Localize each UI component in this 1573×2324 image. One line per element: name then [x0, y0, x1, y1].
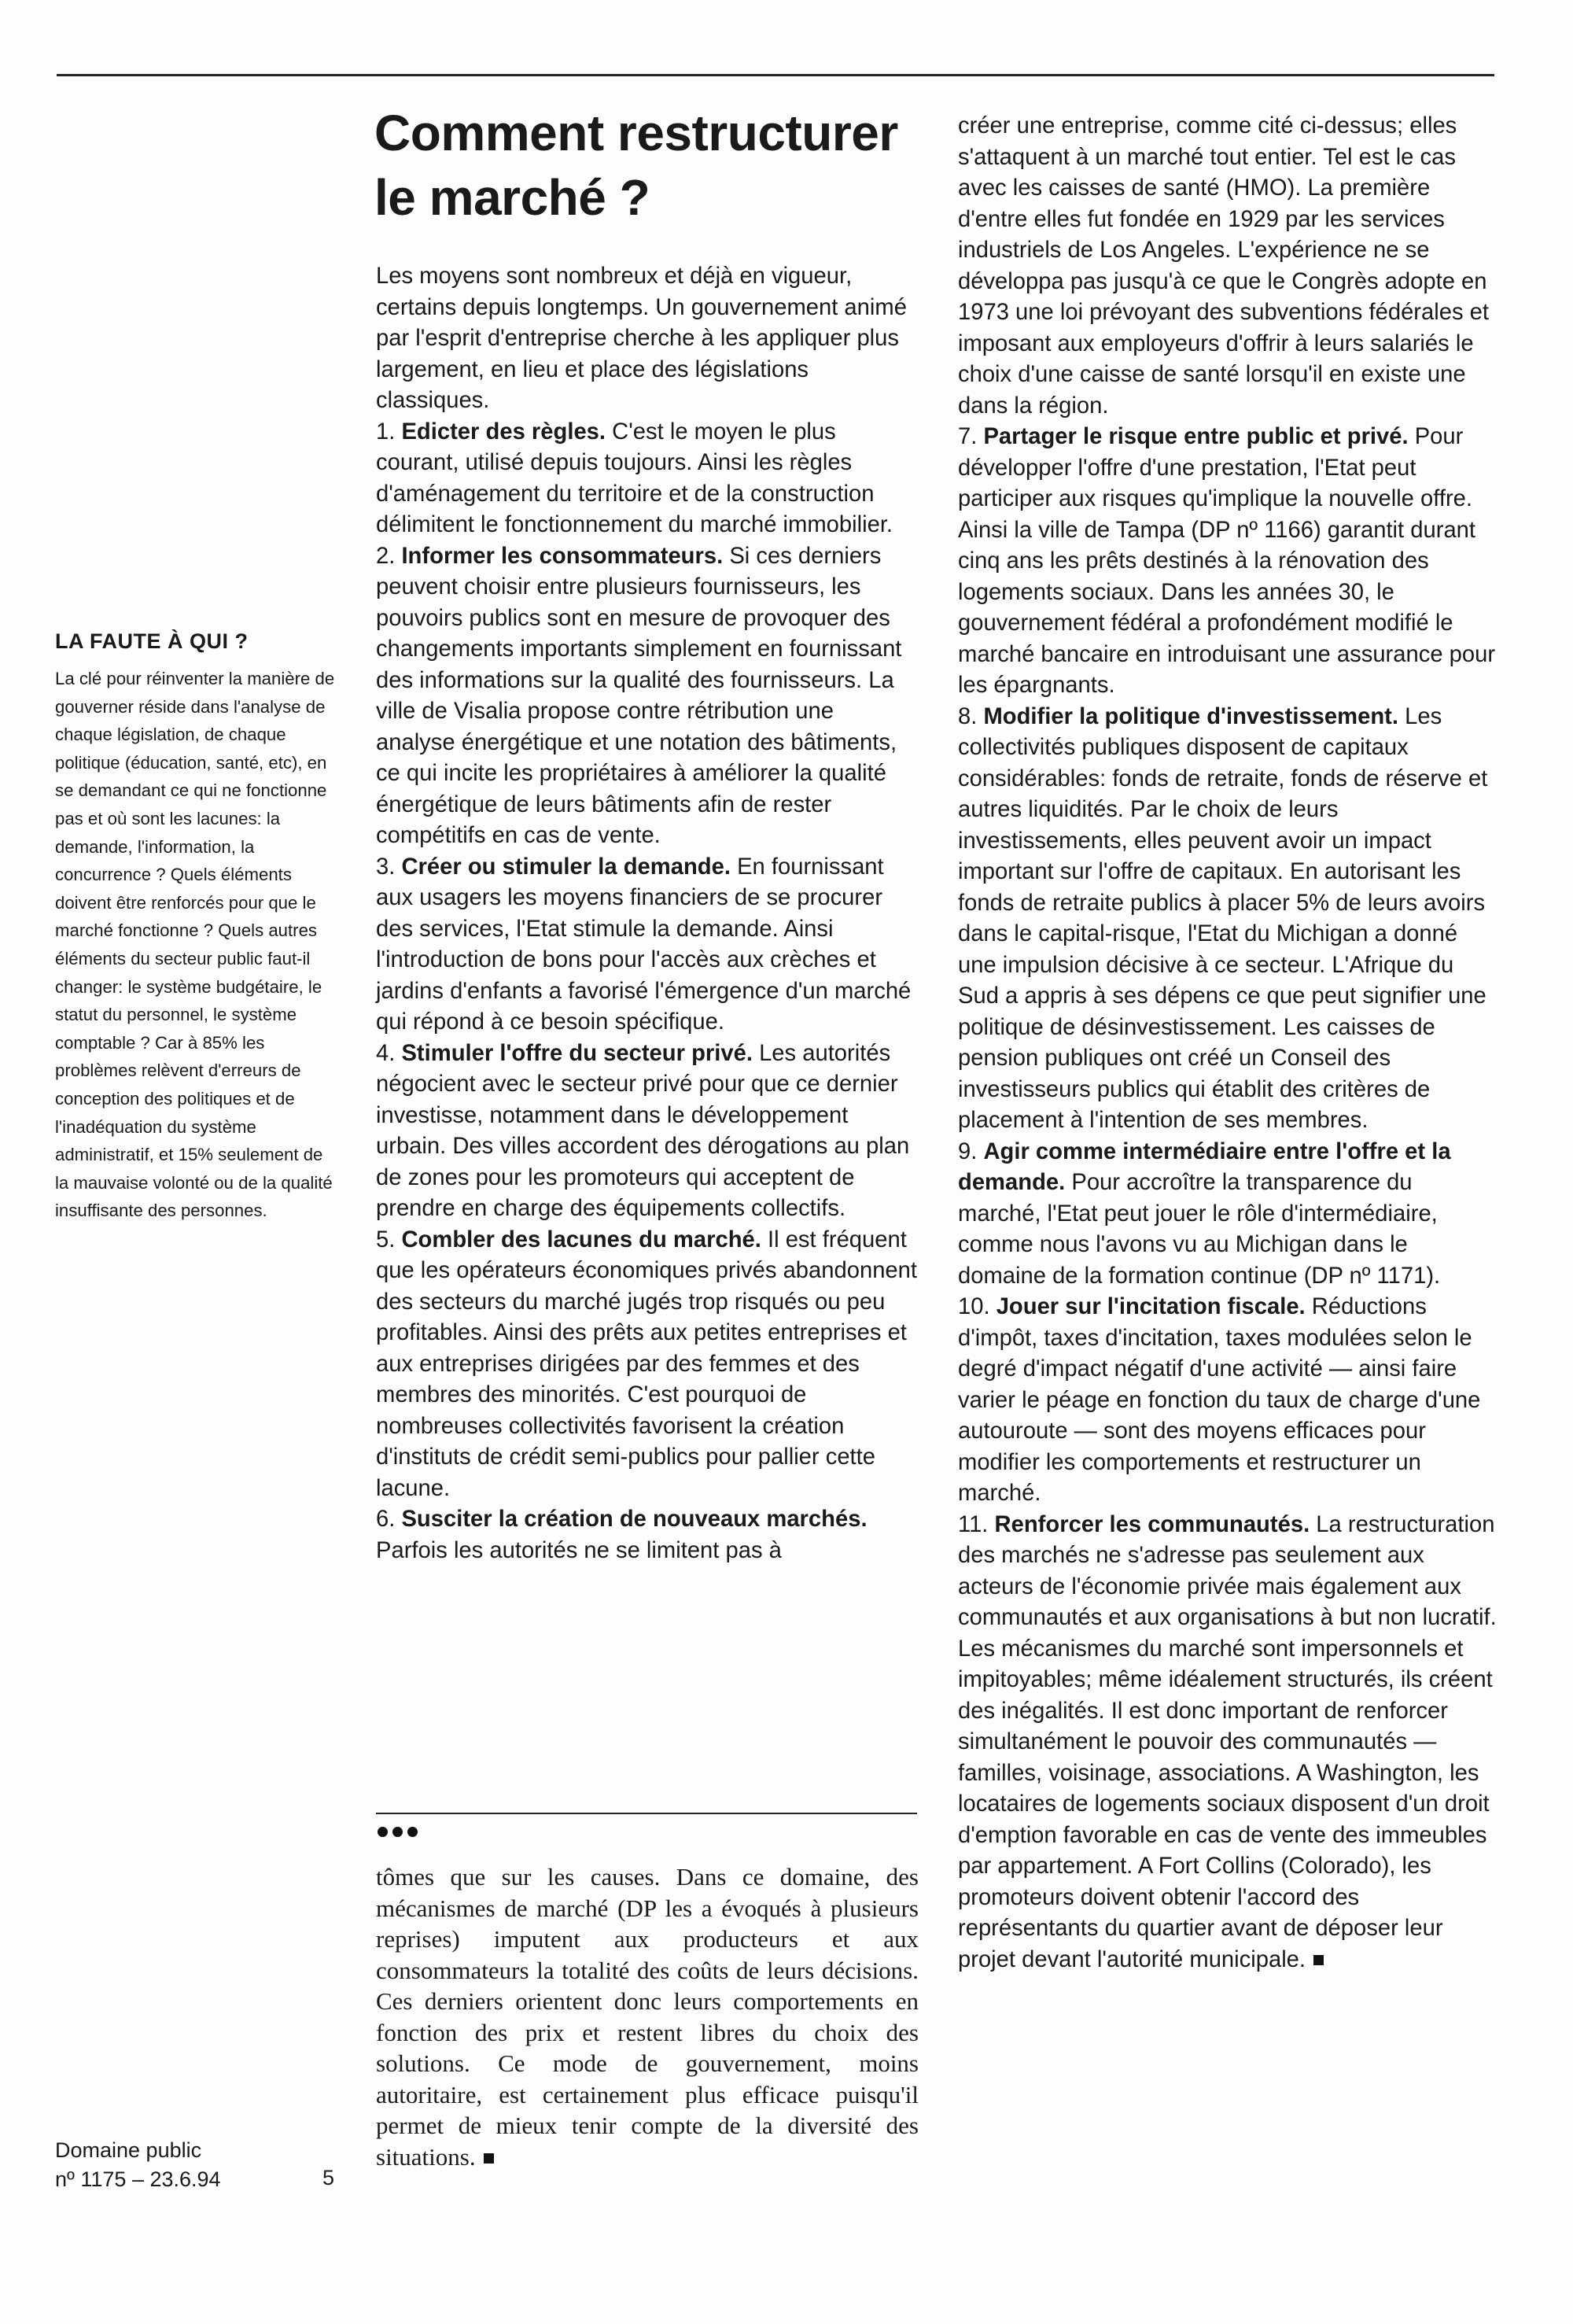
item-heading: Stimuler l'offre du secteur privé.	[401, 1040, 753, 1066]
item-number: 3.	[376, 854, 396, 880]
item-text: Si ces derniers peuvent choisir entre plusieurs fournisseurs, les pouvoirs publics sont en mesure de provoquer des changements importants simplement en fournissant des informations sur la qualité des fournisseurs. La ville de Visalia propose contre rétribution une analyse énergétique et une notation des bâtiments, ce qui incite les propriétaires à améliorer la qualité énergétique de leurs bâtiments afin de rester compétitifs en cas de vente.	[376, 543, 902, 848]
item-text: Pour développer l'offre d'une prestation, l'Etat peut participer aux risques qu'implique la nouvelle offre. Ainsi la ville de Tampa (DP nº 1166) garantit durant cinq ans les prêts destinés à la rénovation des logements sociaux. Dans les années 30, le gouvernement fédéral a profondément modifié le marché bancaire en introduisant une assurance pour les épargnants.	[958, 424, 1496, 698]
article-column-right	[958, 111, 1497, 1975]
publication-name: Domaine public	[55, 2138, 202, 2162]
right-intro: créer une entreprise, comme cité ci-dessus; elles s'attaquent à un marché tout entier. Tel est le cas avec les caisses de santé (HMO). La première d'entre elles fut fondée en 1929 par les services industriels de Los Angeles. L'expérience ne se développa pas jusqu'à ce que le Congrès adopte en 1973 une loi prévoyant des subventions fédérales et imposant aux employeurs d'offrir à leurs salariés le choix d'une caisse de santé lorsqu'il en existe une dans la région.	[958, 113, 1490, 419]
sidebar-heading: LA FAUTE À QUI ?	[55, 629, 249, 653]
list-item	[376, 541, 919, 852]
item-text: Les collectivités publiques disposent de capitaux considérables: fonds de retraite, fonds de réserve et autres liquidités. Par le choix de leurs investissements, elles peuvent avoir un impact important sur l'offre de capitaux. En autorisant les fonds de retraite publics à placer 5% de leurs avoirs dans le capital-risque, l'Etat du Michigan a donné une impulsion décisive à ce secteur. L'Afrique du Sud a appris à ses dépens ce que peut signifier une politique de désinvestissement. Les caisses de pension publiques ont créé un Conseil des investisseurs publics qui établit des critères de placement à l'intention de ses membres.	[958, 703, 1488, 1133]
item-number: 4.	[376, 1040, 396, 1066]
list-item	[376, 1038, 919, 1225]
list-item	[958, 1510, 1497, 1976]
ellipsis-dots-icon	[378, 1827, 425, 1838]
item-number: 1.	[376, 419, 396, 445]
list-item	[376, 1225, 919, 1505]
top-rule	[57, 74, 1494, 76]
list-item	[376, 417, 919, 541]
list-item	[958, 1137, 1497, 1293]
dot	[407, 1827, 418, 1837]
item-heading: Renforcer les communautés.	[994, 1511, 1310, 1537]
end-mark-icon	[484, 2153, 494, 2164]
item-number: 5.	[376, 1227, 396, 1252]
item-heading: Agir comme intermédiaire entre l'offre et la demande.	[958, 1138, 1451, 1195]
article-intro: Les moyens sont nombreux et déjà en vigueur, certains depuis longtemps. Un gouvernement animé par l'esprit d'entreprise cherche à les appliquer plus largement, en lieu et place des législations classiques.	[376, 264, 907, 413]
sidebar-text: La clé pour réinventer la manière de gouverner réside dans l'analyse de chaque législation, de chaque politique (éducation, santé, etc), en se demandant ce qui ne fonctionne pas et où sont les lacunes: la demande, l'information, la concurrence ? Quels éléments doivent être renforcés pour que le marché fonctionne ? Quels autres éléments du secteur public faut-il changer: le système budgétaire, le statut du personnel, le système comptable ? Car à 85% les problèmes relèvent d'erreurs de conception des politiques et de l'inadéquation du système administratif, et 15% seulement de la mauvaise volonté ou de la qualité insuffisante des personnes.	[55, 669, 335, 1221]
issue-number-date: nº 1175 – 23.6.94	[55, 2167, 221, 2191]
item-text: La restructuration des marchés ne s'adresse pas seulement aux acteurs de l'économie privée mais également aux communautés et aux organisations à but non lucratif. Les mécanismes du marché sont impersonnels et impitoyables; même idéalement structurés, ils créent des inégalités. Il est donc important de renforcer simultanément le pouvoir des communautés — familles, voisinage, associations. A Washington, les locataires de logements sociaux disposent d'un droit d'emption favorable en cas de vente des immeubles par appartement. A Fort Collins (Colorado), les promoteurs doivent obtenir l'accord des représentants du quartier avant de déposer leur projet devant l'autorité municipale.	[958, 1511, 1497, 1972]
item-number: 8.	[958, 703, 978, 729]
list-item	[376, 852, 919, 1038]
item-text: En fournissant aux usagers les moyens financiers de se procurer des services, l'Etat stimule la demande. Ainsi l'introduction de bons pour l'accès aux crèches et jardins d'enfants a favorisé l'émergence d'un marché qui répond à ce besoin spécifique.	[376, 854, 912, 1035]
item-number: 7.	[958, 424, 978, 449]
list-item	[958, 1292, 1497, 1510]
list-item	[958, 422, 1497, 702]
article-title	[374, 101, 925, 230]
item-text: C'est le moyen le plus courant, utilisé depuis toujours. Ainsi les règles d'aménagement du territoire et de la construction délimitent le fonctionnement du marché immobilier.	[376, 419, 893, 537]
item-heading: Créer ou stimuler la demande.	[401, 854, 731, 880]
item-heading: Informer les consommateurs.	[401, 543, 724, 569]
item-text: Parfois les autorités ne se limitent pas à	[376, 1537, 782, 1563]
list-item	[376, 1504, 919, 1566]
item-heading: Susciter la création de nouveaux marchés.	[401, 1507, 868, 1532]
item-number: 10.	[958, 1294, 990, 1319]
list-item	[958, 702, 1497, 1137]
dot	[392, 1827, 403, 1837]
item-heading: Combler des lacunes du marché.	[401, 1227, 761, 1252]
title-line-2: le marché ?	[374, 169, 650, 226]
item-text: Réductions d'impôt, taxes d'incitation, taxes modulées selon le degré d'impact négatif d'une activité — ainsi faire varier le péage en fonction du taux de charge d'une autouroute — sont des moyens efficaces pour modifier les comportements et restructurer un marché.	[958, 1294, 1481, 1506]
item-text: Les autorités négocient avec le secteur privé pour que ce dernier investisse, notamment dans le développement urbain. Des villes accordent des dérogations au plan de zones pour les promoteurs qui acceptent de prendre en charge des équipements collectifs.	[376, 1040, 910, 1221]
continuation-text	[376, 1861, 919, 2172]
item-text: Il est fréquent que les opérateurs économiques privés abandonnent des secteurs du marché jugés trop risqués ou peu profitables. Ainsi des prêts aux petites entreprises et aux entreprises dirigées par des femmes et des membres des minorités. C'est pourquoi de nombreuses collectivités favorisent la création d'instituts de crédit semi-publics pour pallier cette lacune.	[376, 1227, 918, 1501]
item-number: 2.	[376, 543, 396, 569]
item-heading: Partager le risque entre public et privé.	[983, 424, 1409, 449]
item-text: Pour accroître la transparence du marché, l'Etat peut jouer le rôle d'intermédiaire, comme nous l'avons vu au Michigan dans le domaine de la formation continue (DP nº 1171).	[958, 1170, 1441, 1289]
sidebar-box	[55, 629, 338, 1225]
end-mark-icon	[1313, 1955, 1324, 1965]
item-number: 9.	[958, 1138, 978, 1164]
continuation-rule	[376, 1813, 917, 1814]
article-column-middle	[376, 261, 919, 1566]
item-heading: Edicter des règles.	[401, 419, 606, 445]
footer-publication-info	[55, 2136, 346, 2194]
item-number: 11.	[958, 1511, 989, 1537]
item-number: 6.	[376, 1507, 396, 1532]
title-line-1: Comment restructurer	[374, 105, 898, 161]
page-number: 5	[322, 2166, 335, 2189]
continuation-body: tômes que sur les causes. Dans ce domaine, des mécanismes de marché (DP les a évoqués à plusieurs reprises) imputent aux producteurs et aux consommateurs la totalité des coûts de leurs décisions. Ces derniers orientent donc leurs comportements en fonction des prix et restent libres du choix des solutions. Ce mode de gouvernement, moins autoritaire, est certainement plus efficace puisqu'il permet de mieux tenir compte de la diversité des situations.	[376, 1863, 919, 2171]
item-heading: Jouer sur l'incitation fiscale.	[996, 1294, 1306, 1319]
item-heading: Modifier la politique d'investissement.	[983, 703, 1398, 729]
dot	[378, 1827, 388, 1837]
